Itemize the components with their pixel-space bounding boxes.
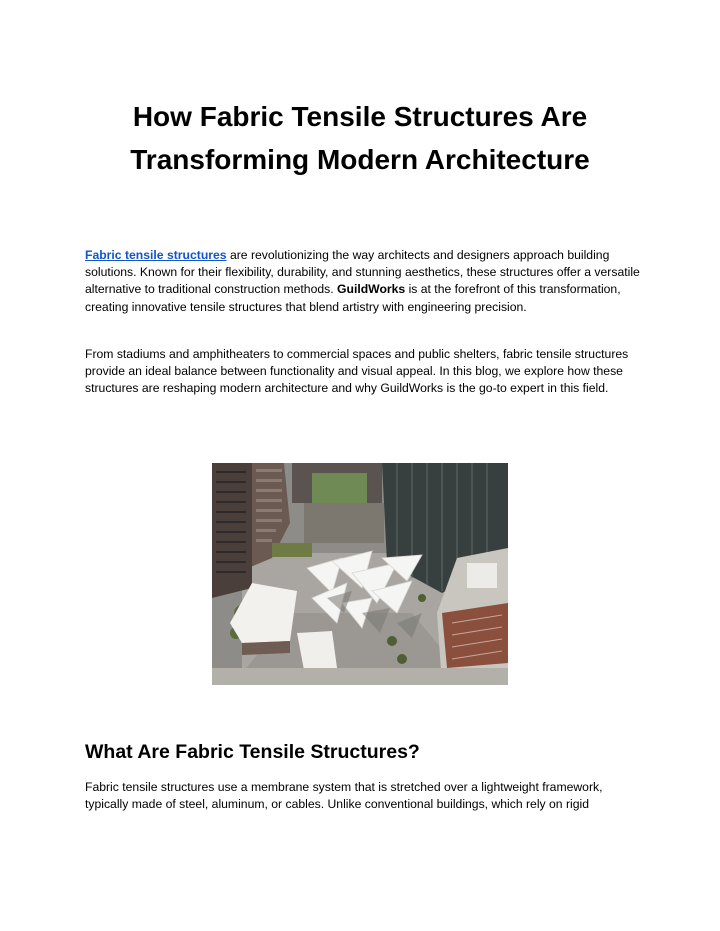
page-title <box>60 95 660 181</box>
intro-text-after-brand: is at the forefront of this transformation, creating innovative tensile structures that blend artistry with engineering precision. <box>85 282 621 314</box>
intro-paragraph <box>85 247 640 316</box>
intro-text-before-brand: are revolutionizing the way architects and designers approach building solutions. Known for their flexibility, durability, and stunning aesthetics, these structures offer a versatile alternative to traditional construction methods. <box>85 248 640 297</box>
title-line-1: How Fabric Tensile Structures Are <box>132 101 588 132</box>
section-heading: What Are Fabric Tensile Structures? <box>85 741 420 763</box>
title-line-2: Transforming Modern Architecture <box>130 144 590 175</box>
tensile-structure-photo <box>212 463 508 685</box>
brand-name: GuildWorks <box>337 282 406 297</box>
fabric-tensile-structures-link[interactable]: Fabric tensile structures <box>85 248 227 262</box>
paragraph-3: Fabric tensile structures use a membrane system that is stretched over a lightweight framework, typically made of steel, aluminum, or cables. Unlike conventional buildings, which rely on rigid <box>85 780 603 812</box>
paragraph-2: From stadiums and amphitheaters to commercial spaces and public shelters, fabric tensile structures provide an ideal balance between functionality and visual appeal. In this blog, we explore how these structures are reshaping modern architecture and why GuildWorks is the go-to expert in this field. <box>85 347 629 396</box>
